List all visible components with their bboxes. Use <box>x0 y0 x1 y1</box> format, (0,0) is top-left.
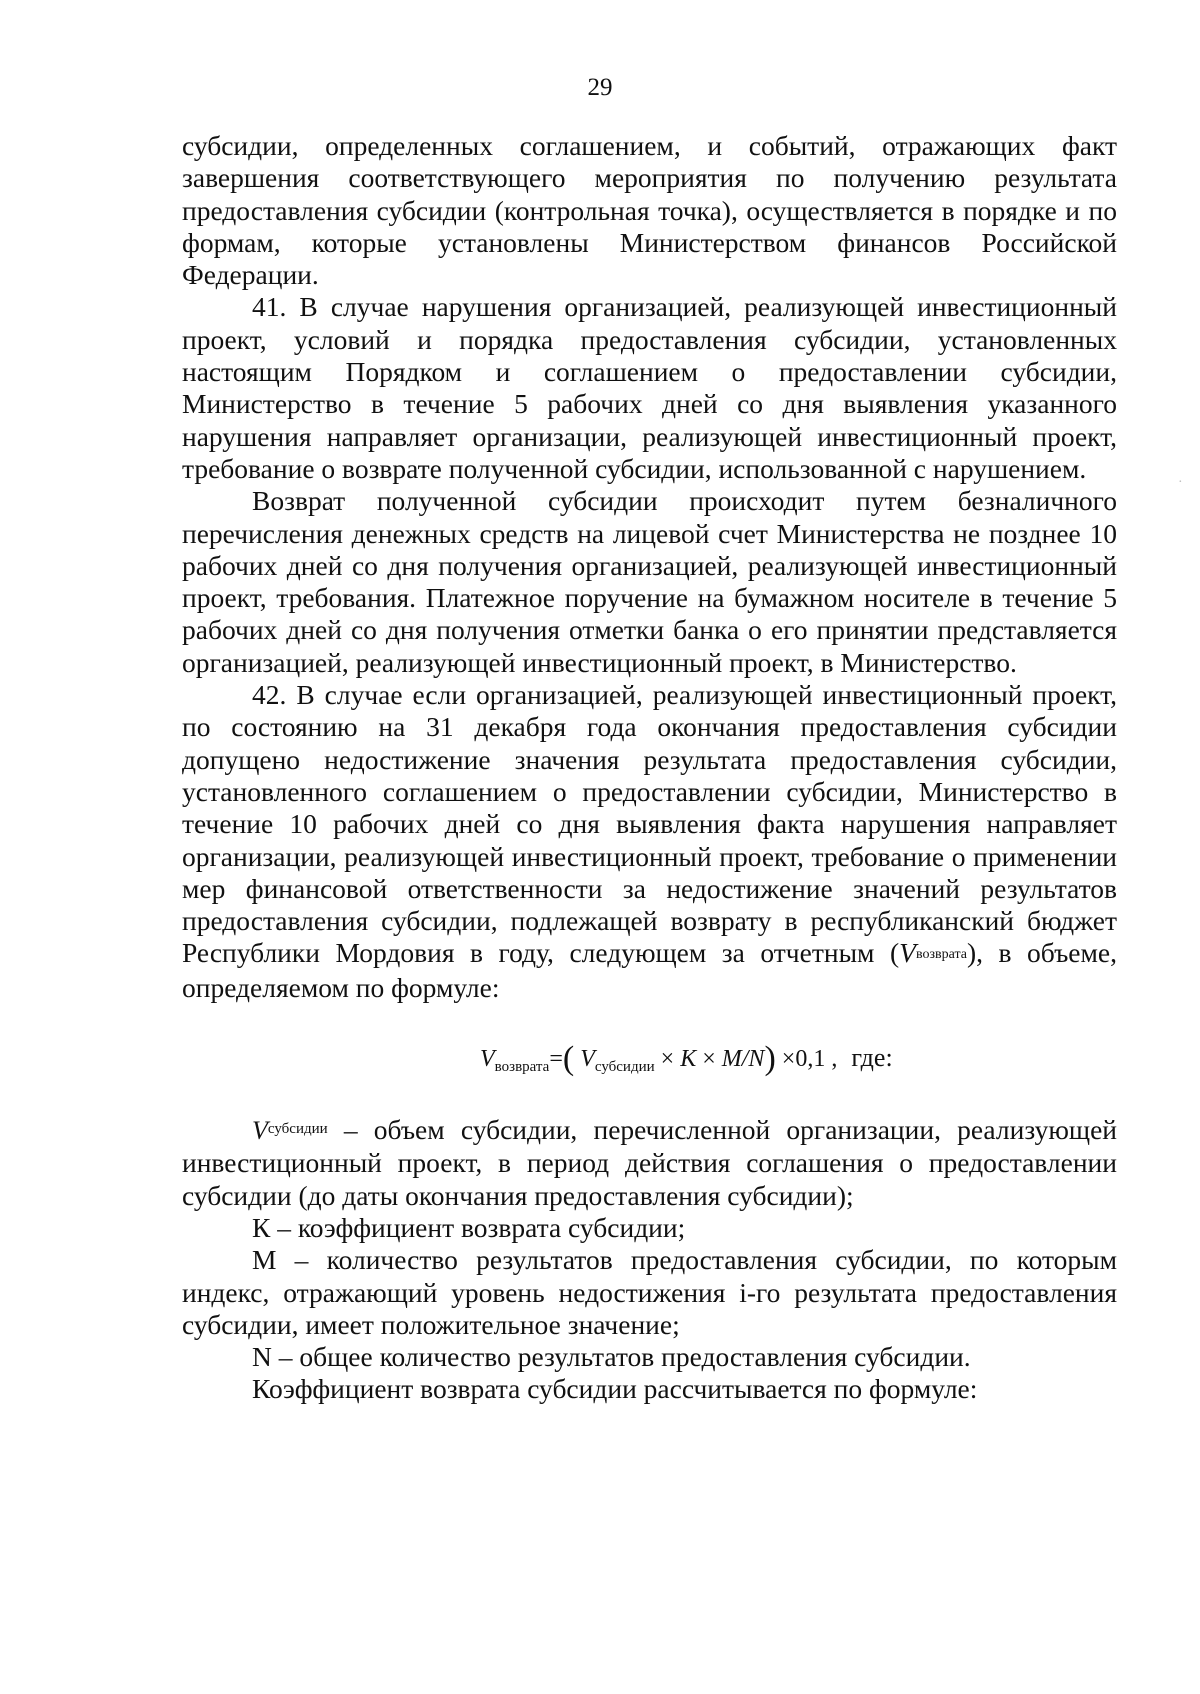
definition-v-symbol: V <box>252 1116 268 1146</box>
paragraph-42-text: 42. В случае если организацией, реализующей инвестиционный проект, по состоянию на 31 декабря года окончания предоставления субсидии допущено недостижение значения результата предоставления субсидии, установленного соглашением о предоставлении субсидии, Министерство в течение 10 рабочих дней со дня выявления факта нарушения направляет организации, реализующей инвестиционный проект, требование о применении мер финансовой ответственности за недостижение значений результатов предоставления субсидии, подлежащей возврату в республиканский бюджет Республики Мордовия в году, следующем за отчетным ( <box>182 679 1117 969</box>
formula-times-1: × <box>660 1046 675 1073</box>
formula-coefficient: 0,1 <box>795 1046 826 1073</box>
formula-open-paren: ( <box>562 1040 575 1078</box>
formula-equals: = <box>549 1046 563 1073</box>
refund-formula <box>182 1038 1117 1087</box>
formula-times-3: × <box>781 1046 796 1073</box>
formula-where: где: <box>851 1043 893 1073</box>
page-number: 29 <box>587 74 613 101</box>
formula-slash: / <box>741 1046 749 1073</box>
formula-k: K <box>680 1046 697 1073</box>
formula-lhs-sub: возврата <box>494 1059 550 1076</box>
inline-v-subscript: возврата <box>915 947 967 963</box>
definition-k: К – коэффициент возврата субсидии; <box>252 1211 686 1243</box>
paragraph-42-tail: ), в объеме, определяемом по формуле: <box>182 937 1117 1003</box>
scan-dot: · <box>1178 475 1183 490</box>
inline-v-symbol: V <box>899 937 916 969</box>
coefficient-intro: Коэффициент возврата субсидии рассчитывается по формуле: <box>252 1373 978 1405</box>
definition-m: М – количество результатов предоставления субсидии, по которым индекс, отражающий уровень недостижения i-го результата предоставления субсидии, имеет положительное значение; <box>182 1244 1117 1340</box>
formula-lhs-var: V <box>480 1046 495 1073</box>
formula-comma: , <box>831 1046 838 1073</box>
paragraph-refund: Возврат полученной субсидии происходит путем безналичного перечисления денежных средств на лицевой счет Министерства не позднее 10 рабочих дней со дня получения организацией, реализующей инвестиционный проект, требования. Платежное поручение на бумажном носителе в течение 5 рабочих дней со дня получения отметки банка о его принятии представляется организацией, реализующей инвестиционный проект, в Министерство. <box>182 485 1117 678</box>
formula-close-paren: ) <box>764 1040 776 1078</box>
paragraph-continuation: субсидии, определенных соглашением, и событий, отражающих факт завершения соответствующего мероприятия по получению результата предоставления субсидии (контрольная точка), осуществляется в порядке и по формам, которые установлены Министерством финансов Российской Федерации. <box>182 130 1117 291</box>
formula-v-sub: субсидии <box>594 1059 655 1076</box>
paragraph-42 <box>182 679 1117 1004</box>
formula-v-var: V <box>580 1046 595 1073</box>
definition-v-text: – объем субсидии, перечисленной организации, реализующей инвестиционный проект, в период действия соглашения о предоставлении субсидии (до даты окончания предоставления субсидии); <box>182 1114 1117 1211</box>
body-text <box>182 130 1117 1406</box>
formula-n: N <box>748 1046 765 1073</box>
definition-n: N – общее количество результатов предоставления субсидии. <box>252 1341 971 1373</box>
definition-v-subscript: субсидии <box>267 1121 328 1138</box>
paragraph-41: 41. В случае нарушения организацией, реализующей инвестиционный проект, условий и порядка предоставления субсидии, установленных настоящим Порядком и соглашением о предоставлении субсидии, Министерство в течение 5 рабочих дней со дня выявления указанного нарушения направляет организации, реализующей инвестиционный проект, требование о возврате полученной субсидии, использованной с нарушением. <box>182 291 1117 484</box>
formula-times-2: × <box>702 1046 716 1073</box>
definition-v-subsidy <box>182 1113 1117 1212</box>
formula-m: M <box>721 1046 742 1073</box>
